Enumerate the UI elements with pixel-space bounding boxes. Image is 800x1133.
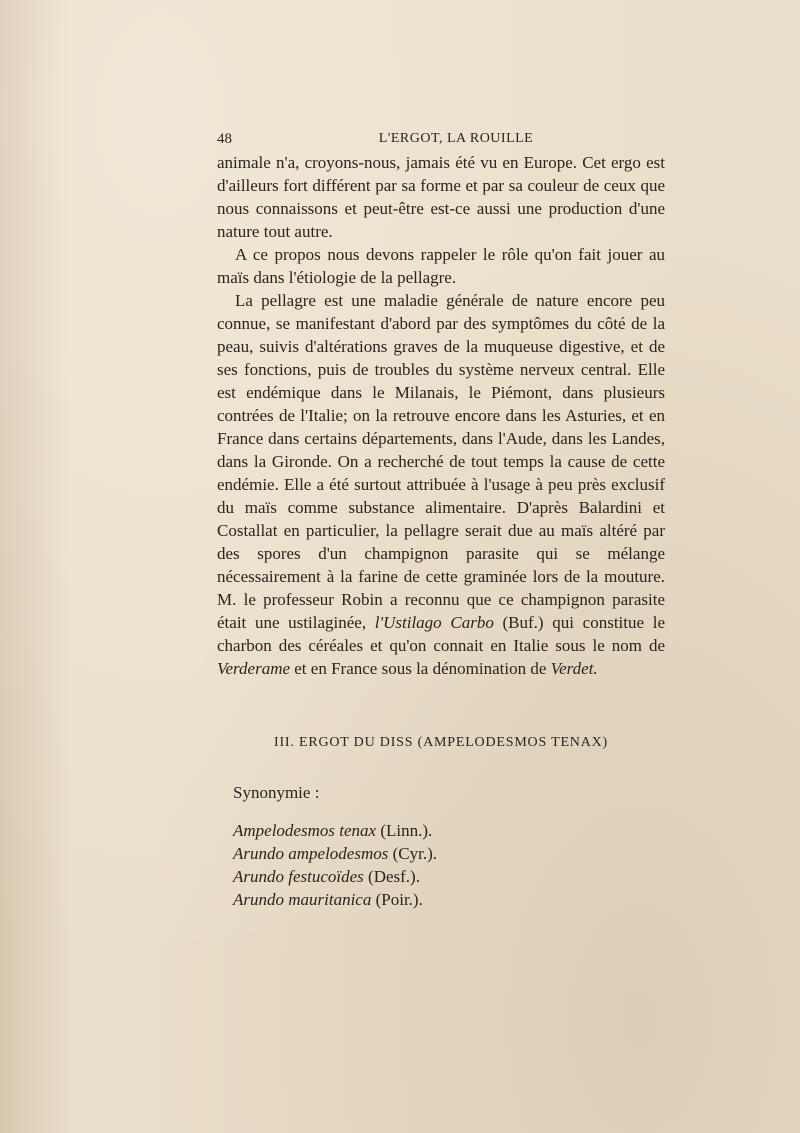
paragraph-3 — [217, 289, 665, 680]
paragraph-3-text-c: et en France sous la dénomination de — [290, 659, 551, 678]
synonym-item — [233, 842, 437, 865]
page-number: 48 — [217, 131, 232, 147]
synonym-name: Arundo mauritanica — [233, 890, 372, 909]
synonymy-label: Synonymie : — [233, 783, 320, 802]
running-head — [217, 131, 665, 151]
body-text — [217, 151, 665, 680]
synonym-item — [233, 865, 437, 888]
synonym-name: Ampelodesmos tenax — [233, 821, 377, 840]
synonym-name: Arundo ampelodesmos — [233, 844, 389, 863]
verderame-term: Verderame — [217, 659, 291, 678]
paragraph-3-text-a: La pellagre est une maladie générale de nature encore peu connue, se manifestant d'abord par des symptômes du côté de la peau, suivis d'altérations graves de la muqueuse digestive, et de ses fonctions, puis de troubles du système nerveux central. Elle est endémique dans le Milanais, le Piémont, dans plusieurs contrées de l'Italie; on la retrouve encore dans les Asturies, et en France dans certains départements, dans l'Aude, dans les Landes, dans la Gironde. On a recherché de tout temps la cause de cette endémie. Elle a été surtout attribuée à l'usage à peu près exclusif du maïs comme substance alimentaire. D'après Balardini et Costallat en particulier, la pellagre serait due au maïs altéré par des spores d'un champignon parasite qui se mélange nécessairement à la farine de cette graminée lors de la mouture. M. le professeur Robin a reconnu que ce champignon parasite était une ustilaginée, — [217, 291, 665, 632]
synonym-author: (Poir.). — [371, 890, 423, 909]
verdet-term: Verdet. — [550, 659, 598, 678]
running-title: L'ERGOT, LA ROUILLE — [378, 131, 534, 146]
synonym-author: (Cyr.). — [388, 844, 437, 863]
paragraph-2: A ce propos nous devons rappeler le rôle qu'on fait jouer au maïs dans l'étiologie de la pellagre. — [217, 245, 665, 287]
paragraph-1: animale n'a, croyons-nous, jamais été vu en Europe. Cet ergo est d'ailleurs fort différent par sa forme et par sa couleur de ceux que nous connaissons et peut-être est-ce aussi une production d'une nature tout autre. — [217, 153, 665, 241]
ustilago-carbo-term: l'Ustilago Carbo — [374, 613, 494, 632]
synonym-author: (Linn.). — [376, 821, 433, 840]
synonym-item — [233, 819, 437, 842]
synonym-name: Arundo festucoïdes — [233, 867, 364, 886]
paragraph-3-text-b: (Buf.) qui constitue le charbon des céréales et qu'on connait en Italie sous le nom de — [217, 613, 665, 655]
section-heading: III. ERGOT DU DISS (AMPELODESMOS TENAX) — [273, 735, 609, 750]
synonym-list — [233, 819, 437, 911]
synonym-author: (Desf.). — [363, 867, 420, 886]
synonym-item — [233, 888, 437, 911]
